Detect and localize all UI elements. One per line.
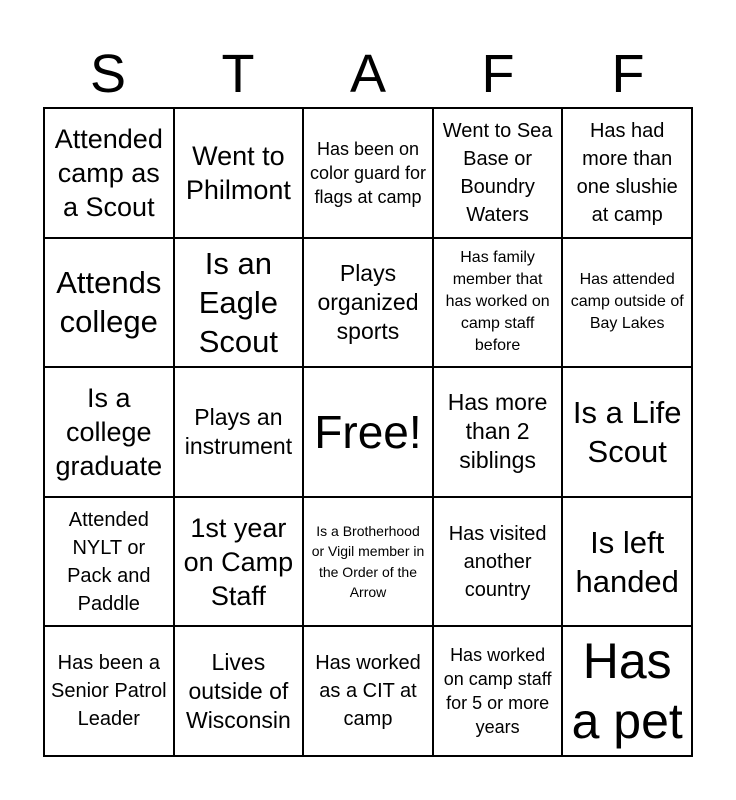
bingo-cell[interactable]: [303, 497, 433, 627]
cell-text: Is a Life Scout: [572, 394, 682, 469]
bingo-cell[interactable]: [174, 238, 304, 368]
cell-text: Plays an instrument: [184, 403, 293, 459]
bingo-cell[interactable]: [44, 238, 174, 368]
bingo-cell[interactable]: [44, 497, 174, 627]
bingo-cell[interactable]: [174, 626, 304, 756]
cell-text: Has attended camp outside of Bay Lakes: [570, 271, 684, 333]
cell-text: Went to Philmont: [185, 140, 291, 205]
cell-text: Has been a Senior Patrol Leader: [50, 652, 167, 731]
free-space-cell[interactable]: [303, 367, 433, 497]
cell-text: Has worked as a CIT at camp: [315, 652, 421, 731]
cell-text: Is left handed: [575, 524, 679, 599]
cell-text: Is a Brotherhood or Vigil member in the Order of the Arrow: [311, 522, 425, 601]
bingo-cell[interactable]: [174, 497, 304, 627]
bingo-cell[interactable]: [562, 108, 692, 238]
cell-text: Has worked on camp staff for 5 or more years: [443, 645, 552, 738]
cell-text: Attended camp as a Scout: [54, 123, 163, 222]
cell-text: Has more than 2 siblings: [447, 389, 548, 474]
cell-text: Plays organized sports: [317, 259, 419, 344]
cell-text: Went to Sea Base or Boundry Waters: [442, 119, 553, 226]
bingo-header: [43, 40, 693, 108]
bingo-cell[interactable]: [433, 108, 563, 238]
bingo-cell[interactable]: [433, 367, 563, 497]
cell-text: Has had more than one slushie at camp: [576, 119, 678, 226]
cell-text: Attended NYLT or Pack and Paddle: [67, 508, 151, 615]
bingo-cell[interactable]: [562, 497, 692, 627]
bingo-cell[interactable]: [44, 108, 174, 238]
header-letter-a: A: [349, 44, 387, 104]
bingo-cell[interactable]: [303, 626, 433, 756]
cell-text: Is an Eagle Scout: [198, 245, 279, 359]
bingo-cell[interactable]: [433, 497, 563, 627]
cell-text: Has visited another country: [448, 522, 547, 601]
header-letter-s: S: [89, 44, 127, 104]
bingo-cell[interactable]: [174, 108, 304, 238]
bingo-cell[interactable]: [433, 238, 563, 368]
bingo-cell[interactable]: [562, 626, 692, 756]
bingo-cell[interactable]: [562, 367, 692, 497]
bingo-cell[interactable]: [44, 626, 174, 756]
bingo-cell[interactable]: [562, 238, 692, 368]
free-space-text: Free!: [314, 405, 422, 458]
cell-text: Lives outside of Wisconsin: [185, 648, 291, 733]
cell-text: Is a college graduate: [55, 382, 163, 481]
header-letter-f-2: F: [611, 44, 645, 104]
cell-text: 1st year on Camp Staff: [183, 512, 294, 611]
bingo-card-grid: [43, 107, 693, 757]
bingo-cell[interactable]: [433, 626, 563, 756]
cell-text: Has family member that has worked on camp staff before: [445, 249, 550, 355]
bingo-cell[interactable]: [303, 238, 433, 368]
header-letter-t: T: [221, 44, 255, 104]
bingo-cell[interactable]: [303, 108, 433, 238]
bingo-cell[interactable]: [174, 367, 304, 497]
cell-text: Has been on color guard for flags at camp: [309, 138, 427, 207]
header-letter-f: F: [481, 44, 515, 104]
cell-text: Has a pet: [571, 633, 683, 750]
bingo-cell[interactable]: [44, 367, 174, 497]
cell-text: Attends college: [56, 265, 162, 340]
